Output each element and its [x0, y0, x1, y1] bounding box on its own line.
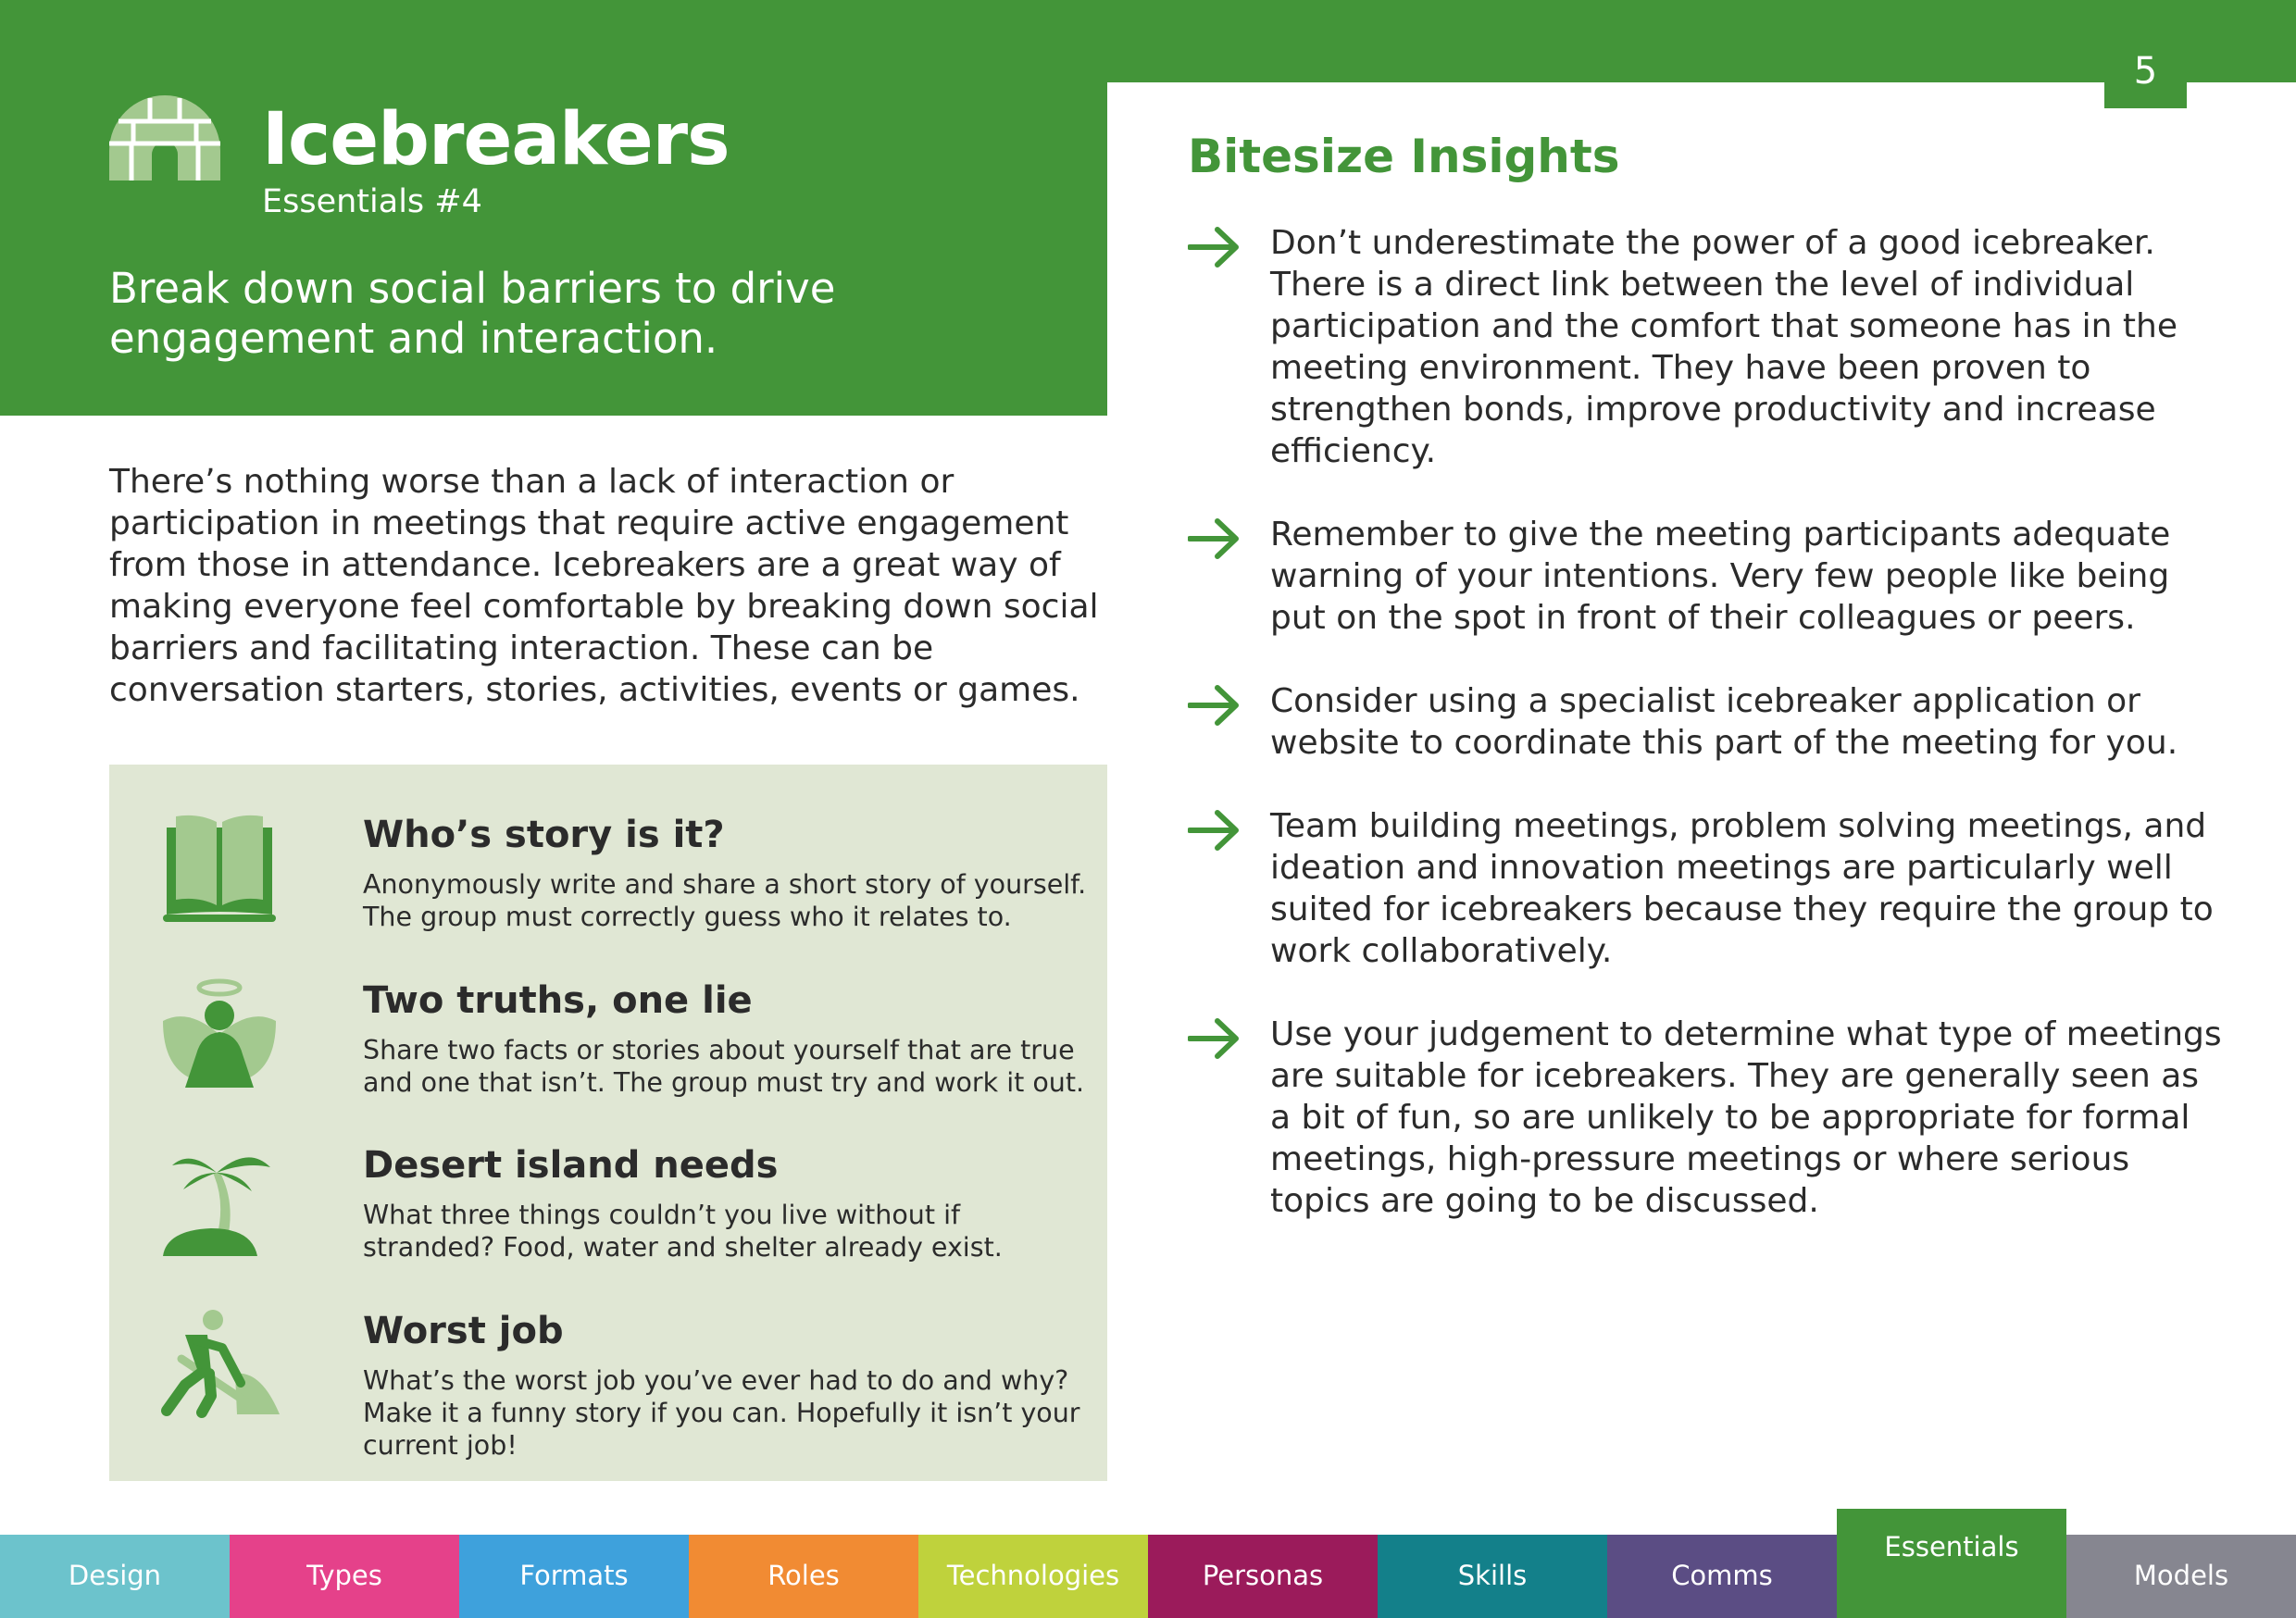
activity-description: What three things couldn’t you live without if stranded? Food, water and shelter already exist. — [363, 1200, 1003, 1263]
tab-types[interactable]: Types — [230, 1535, 459, 1618]
digging-worker-icon — [159, 1307, 280, 1422]
igloo-icon — [109, 95, 220, 180]
tab-essentials[interactable]: Essentials — [1837, 1509, 2066, 1618]
tab-models[interactable]: Models — [2066, 1535, 2296, 1618]
activity-title: Two truths, one lie — [363, 979, 753, 1022]
tab-roles[interactable]: Roles — [689, 1535, 918, 1618]
arrow-right-icon — [1188, 517, 1242, 560]
activity-title: Who’s story is it? — [363, 814, 725, 856]
page-number: 5 — [2104, 37, 2187, 108]
angel-icon — [159, 977, 280, 1091]
insight-text: Team building meetings, problem solving meetings, and ideation and innovation meetings are particularly well suited for icebreakers because they require the group to work collaboratively. — [1270, 807, 2214, 970]
tab-personas[interactable]: Personas — [1148, 1535, 1378, 1618]
insight-text: Use your judgement to determine what type of meetings are suitable for icebreakers. They are generally seen as a bit of fun, so are unlikely to be appropriate for formal meetings, high-pressure meetings or where serious topics are going to be discussed. — [1270, 1015, 2222, 1220]
page-title: Icebreakers — [262, 98, 730, 181]
header-banner — [0, 0, 1107, 416]
tagline: Break down social barriers to drive engagement and interaction. — [109, 264, 836, 363]
arrow-right-icon — [1188, 1017, 1242, 1060]
tab-comms[interactable]: Comms — [1607, 1535, 1837, 1618]
tab-skills[interactable]: Skills — [1378, 1535, 1607, 1618]
arrow-right-icon — [1188, 226, 1242, 268]
arrow-right-icon — [1188, 809, 1242, 852]
activities-panel — [109, 765, 1107, 1481]
section-tabs — [0, 1531, 2296, 1618]
arrow-right-icon — [1188, 684, 1242, 727]
insight-text: Remember to give the meeting participants adequate warning of your intentions. Very few people like being put on the spot in front of their colleagues or peers. — [1270, 516, 2171, 637]
activity-description: What’s the worst job you’ve ever had to do and why? Make it a funny story if you can. Hopefully it isn’t your current job! — [363, 1365, 1080, 1461]
insight-text: Don’t underestimate the power of a good icebreaker. There is a direct link between the level of individual participation and the comfort that someone has in the meeting environment. They have been proven to strengthen bonds, improve productivity and increase efficiency. — [1270, 224, 2177, 470]
tab-formats[interactable]: Formats — [459, 1535, 689, 1618]
insights-title: Bitesize Insights — [1188, 130, 1620, 183]
tab-design[interactable]: Design — [0, 1535, 230, 1618]
tab-technologies[interactable]: Technologies — [918, 1535, 1148, 1618]
activity-description: Anonymously write and share a short story of yourself. The group must correctly guess who it relates to. — [363, 869, 1087, 932]
activity-description: Share two facts or stories about yourself that are true and one that isn’t. The group must try and work it out. — [363, 1035, 1085, 1098]
activity-title: Worst job — [363, 1310, 564, 1352]
insight-text: Consider using a specialist icebreaker application or website to coordinate this part of the meeting for you. — [1270, 682, 2178, 762]
activity-title: Desert island needs — [363, 1144, 779, 1187]
book-icon — [159, 811, 280, 926]
intro-paragraph: There’s nothing worse than a lack of interaction or participation in meetings that require active engagement from those in attendance. Icebreakers are a great way of making everyone feel comfortable by breaking down social barriers and facilitating interaction. These can be conversation starters, stories, activities, events or games. — [109, 463, 1099, 709]
page-subtitle: Essentials #4 — [262, 183, 482, 220]
palm-island-icon — [159, 1141, 280, 1256]
